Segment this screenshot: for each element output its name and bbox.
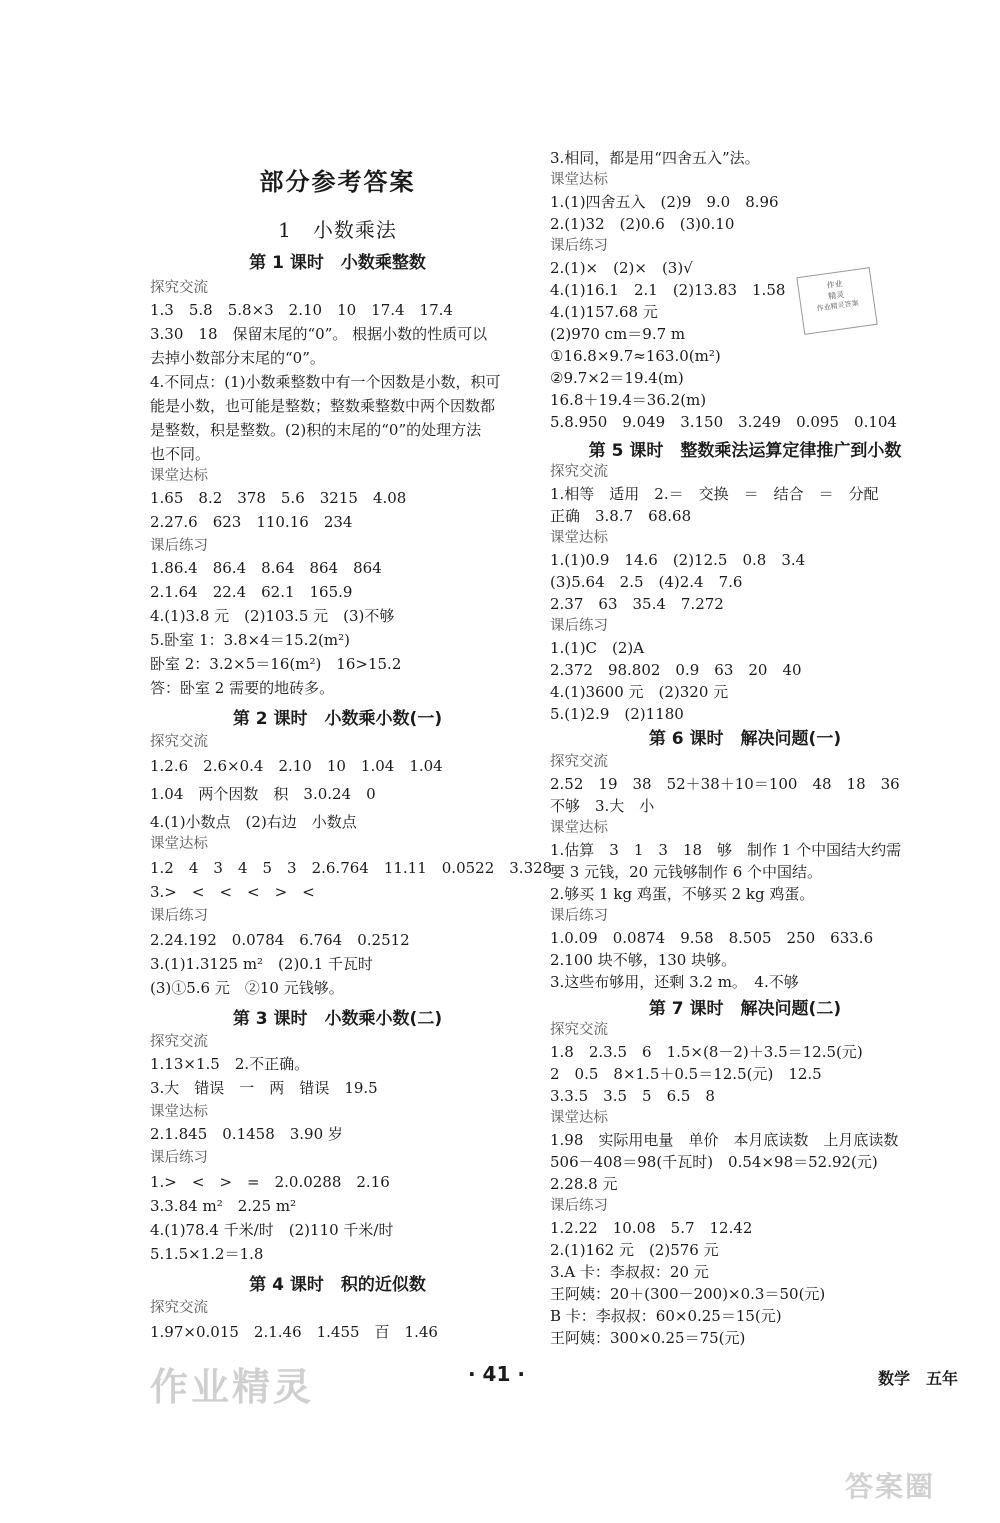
answer-line: 2.(1)162 元 (2)576 元 (550, 1241, 719, 1259)
answer-line: 1.65 8.2 378 5.6 3215 4.08 (150, 489, 407, 507)
section-label: 探究交流 (150, 734, 208, 750)
lesson-heading: 第 4 课时 积的近似数 (249, 1275, 426, 1295)
section-label: 探究交流 (150, 1300, 208, 1316)
section-label: 探究交流 (150, 280, 208, 296)
answer-line: 1.2.22 10.08 5.7 12.42 (550, 1219, 753, 1237)
lesson-heading: 第 3 课时 小数乘小数(二) (232, 1009, 443, 1029)
section-label: 探究交流 (150, 1034, 208, 1050)
answer-line: 2.够买 1 kg 鸡蛋，不够买 2 kg 鸡蛋。 (550, 885, 815, 903)
answer-line: 2 0.5 8×1.5＋0.5＝12.5(元) 12.5 (550, 1065, 822, 1083)
section-label: 探究交流 (550, 754, 608, 770)
section-label: 课后练习 (150, 1150, 208, 1166)
answer-line: 1.98 实际用电量 单价 本月底读数 上月底读数 (550, 1131, 899, 1149)
section-label: 课后练习 (550, 618, 608, 634)
answer-line: B 卡：李叔叔：60×0.25＝15(元) (550, 1307, 782, 1325)
answer-line: (2)970 cm＝9.7 m (550, 325, 686, 343)
stamp-logo: 作业 精灵 作业精灵答案 (796, 267, 877, 335)
answer-line: 王阿姨：20＋(300－200)×0.3＝50(元) (550, 1285, 826, 1303)
answer-line: 1.13×1.5 2.不正确。 (150, 1055, 310, 1073)
answer-line: 2.28.8 元 (550, 1175, 618, 1193)
subject-label: 数学 五年 (878, 1369, 959, 1388)
lesson-heading: 第 6 课时 解决问题(一) (648, 729, 842, 749)
section-label: 探究交流 (550, 464, 608, 480)
answer-line: ②9.7×2＝19.4(m) (550, 369, 684, 387)
answer-line: 1.97×0.015 2.1.46 1.455 百 1.46 (150, 1323, 438, 1341)
answer-line: 正确 3.8.7 68.68 (550, 507, 692, 525)
unit-title: 1 小数乘法 (278, 218, 397, 242)
answer-line: 5.1.5×1.2＝1.8 (150, 1245, 264, 1263)
answer-line: 3.(1)1.3125 m² (2)0.1 千瓦时 (150, 955, 373, 973)
answer-line: 1.0.09 0.0874 9.58 8.505 250 633.6 (550, 929, 874, 947)
answer-line: 3.3.84 m² 2.25 m² (150, 1197, 297, 1215)
answer-line: 3.3.5 3.5 5 6.5 8 (550, 1087, 715, 1105)
answer-line: 3.相同，都是用“四舍五入”法。 (550, 149, 760, 167)
answer-line: 506－408＝98(千瓦时) 0.54×98＝52.92(元) (550, 1153, 878, 1171)
answer-line: 能是小数，也可能是整数；整数乘整数中两个因数都 (150, 397, 496, 415)
answer-line: 2.1.64 22.4 62.1 165.9 (150, 583, 353, 601)
answer-line: 1.04 两个因数 积 3.0.24 0 (150, 785, 376, 803)
answer-line: (3)①5.6 元 ②10 元钱够。 (150, 979, 344, 997)
answer-line: 1.(1)四舍五入 (2)9 9.0 8.96 (550, 193, 779, 211)
answer-line: 5.8.950 9.049 3.150 3.249 0.095 0.104 (550, 413, 897, 431)
answer-line: 2.372 98.802 0.9 63 20 40 (550, 661, 802, 679)
answer-line: 2.100 块不够，130 块够。 (550, 951, 737, 969)
watermark-right: 答案圈 (845, 1470, 936, 1503)
section-label: 课后练习 (550, 238, 608, 254)
answer-line: 4.(1)157.68 元 (550, 303, 658, 321)
answer-line: 4.(1)78.4 千米/时 (2)110 千米/时 (150, 1221, 394, 1239)
section-label: 课堂达标 (550, 1110, 608, 1126)
answer-line: 3.这些布够用，还剩 3.2 m。 4.不够 (550, 973, 799, 991)
section-label: 课堂达标 (550, 530, 608, 546)
watermark-left: 作业精灵 (150, 1365, 315, 1409)
answer-line: 1.> < > = 2.0.0288 2.16 (150, 1173, 390, 1191)
section-label: 探究交流 (550, 1022, 608, 1038)
section-label: 课堂达标 (550, 820, 608, 836)
lesson-heading: 第 1 课时 小数乘整数 (249, 253, 426, 273)
answer-line: 2.52 19 38 52＋38＋10＝100 48 18 36 (550, 775, 900, 793)
answer-line: 1.估算 3 1 3 18 够 制作 1 个中国结大约需 (550, 841, 902, 859)
section-label: 课后练习 (550, 908, 608, 924)
lesson-heading: 第 5 课时 整数乘法运算定律推广到小数 (588, 441, 902, 461)
page-title: 部分参考答案 (259, 168, 416, 196)
answer-line: 也不同。 (150, 445, 211, 463)
section-label: 课后练习 (550, 1198, 608, 1214)
answer-line: 3.A 卡：李叔叔：20 元 (550, 1263, 709, 1281)
answer-line: 3.大 错误 一 两 错误 19.5 (150, 1079, 378, 1097)
answer-line: 答：卧室 2 需要的地砖多。 (150, 679, 335, 697)
section-label: 课后练习 (150, 908, 208, 924)
answer-line: 1.3 5.8 5.8×3 2.10 10 17.4 17.4 (150, 301, 453, 319)
answer-line: 卧室 2：3.2×5＝16(m²) 16>15.2 (150, 655, 402, 673)
answer-line: 2.(1)× (2)× (3)√ (550, 259, 693, 277)
answer-line: 4.(1)16.1 2.1 (2)13.83 1.58 (550, 281, 786, 299)
answer-line: 1.2 4 3 4 5 3 2.6.764 11.11 0.0522 3.328 (150, 859, 553, 877)
section-label: 课后练习 (150, 538, 208, 554)
answer-line: 3.> < < < > < (150, 883, 315, 901)
answer-line: 3.30 18 保留末尾的“0”。 根据小数的性质可以 (150, 325, 488, 343)
answer-line: 4.(1)3600 元 (2)320 元 (550, 683, 729, 701)
answer-line: 王阿姨：300×0.25＝75(元) (550, 1329, 746, 1347)
answer-line: 2.(1)32 (2)0.6 (3)0.10 (550, 215, 735, 233)
section-label: 课堂达标 (150, 468, 208, 484)
answer-line: 4.不同点：(1)小数乘整数中有一个因数是小数，积可 (150, 373, 501, 391)
answer-line: 去掉小数部分末尾的“0”。 (150, 349, 325, 367)
page-number: · 41 · (468, 1362, 525, 1386)
answer-line: 1.(1)C (2)A (550, 639, 645, 657)
answer-line: 2.27.6 623 110.16 234 (150, 513, 353, 531)
answer-line: 1.8 2.3.5 6 1.5×(8－2)＋3.5＝12.5(元) (550, 1043, 863, 1061)
answer-line: 4.(1)小数点 (2)右边 小数点 (150, 813, 357, 831)
answer-line: 1.相等 适用 2.＝ 交换 ＝ 结合 ＝ 分配 (550, 485, 879, 503)
answer-line: 5.卧室 1：3.8×4＝15.2(m²) (150, 631, 350, 649)
answer-line: 2.24.192 0.0784 6.764 0.2512 (150, 931, 410, 949)
section-label: 课堂达标 (150, 1104, 208, 1120)
answer-line: 16.8＋19.4＝36.2(m) (550, 391, 707, 409)
answer-line: (3)5.64 2.5 (4)2.4 7.6 (550, 573, 743, 591)
answer-line: ①16.8×9.7≈163.0(m²) (550, 347, 721, 365)
section-label: 课堂达标 (550, 172, 608, 188)
answer-line: 要 3 元钱，20 元钱够制作 6 个中国结。 (550, 863, 823, 881)
section-label: 课堂达标 (150, 836, 208, 852)
answer-line: 4.(1)3.8 元 (2)103.5 元 (3)不够 (150, 607, 395, 625)
lesson-heading: 第 2 课时 小数乘小数(一) (232, 709, 443, 729)
answer-line: 1.2.6 2.6×0.4 2.10 10 1.04 1.04 (150, 757, 443, 775)
answer-line: 2.1.845 0.1458 3.90 岁 (150, 1125, 343, 1143)
lesson-heading: 第 7 课时 解决问题(二) (648, 999, 842, 1019)
answer-line: 1.86.4 86.4 8.64 864 864 (150, 559, 382, 577)
answer-line: 2.37 63 35.4 7.272 (550, 595, 724, 613)
answer-line: 是整数，积是整数。(2)积的末尾的“0”的处理方法 (150, 421, 482, 439)
answer-line: 5.(1)2.9 (2)1180 (550, 705, 684, 723)
answer-line: 不够 3.大 小 (550, 797, 655, 815)
answer-line: 1.(1)0.9 14.6 (2)12.5 0.8 3.4 (550, 551, 806, 569)
